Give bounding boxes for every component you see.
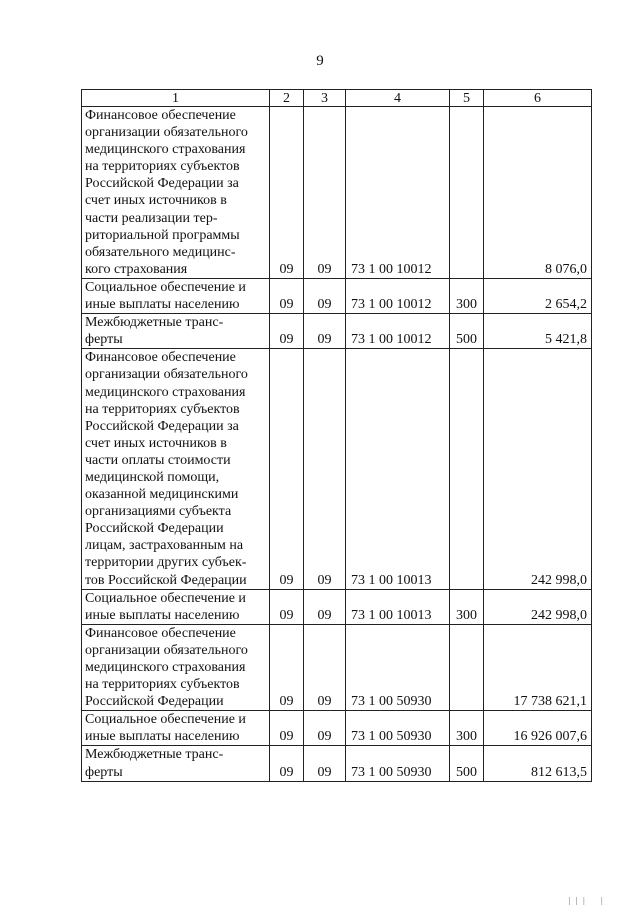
subsection-code: 09 <box>304 711 346 746</box>
description-line: Финансовое обеспечение <box>85 108 236 123</box>
amount: 242 998,0 <box>484 589 592 624</box>
table-row <box>82 746 592 781</box>
row-description <box>82 314 270 349</box>
target-article-code: 73 1 00 10012 <box>346 314 450 349</box>
description-line: Финансовое обеспечение <box>85 350 236 366</box>
table-row <box>82 711 592 746</box>
header-col-6: 6 <box>484 90 592 107</box>
row-description <box>82 349 270 589</box>
description-line: счет иных источников в <box>85 193 227 209</box>
subsection-code: 09 <box>304 349 346 589</box>
description-line: ферты <box>85 332 123 348</box>
description-line: медицинского страхования <box>85 384 246 400</box>
description-line: организации обязательного <box>85 125 248 141</box>
subsection-code: 09 <box>304 624 346 710</box>
description-line: Межбюджетные транс- <box>85 315 224 331</box>
amount: 5 421,8 <box>484 314 592 349</box>
target-article-code: 73 1 00 10013 <box>346 349 450 589</box>
description-line: Социальное обеспечение и <box>85 712 246 728</box>
target-article-code: 73 1 00 50930 <box>346 711 450 746</box>
subsection-code: 09 <box>304 107 346 279</box>
description-line: иные выплаты населению <box>85 607 240 623</box>
table-row <box>82 349 592 589</box>
page-number: 9 <box>316 53 324 69</box>
row-description <box>82 278 270 313</box>
description-line: Социальное обеспечение и <box>85 279 246 295</box>
expense-type-code: 500 <box>450 314 484 349</box>
target-article-code: 73 1 00 10013 <box>346 589 450 624</box>
target-article-code: 73 1 00 50930 <box>346 746 450 781</box>
description-line: ферты <box>85 764 123 780</box>
description-line: Российской Федерации <box>85 694 224 710</box>
table-row <box>82 589 592 624</box>
description-line: иные выплаты населению <box>85 297 240 313</box>
section-code: 09 <box>270 278 304 313</box>
description-line: части реализации тер- <box>85 210 218 226</box>
amount: 2 654,2 <box>484 278 592 313</box>
description-line: Финансовое обеспечение <box>85 625 236 641</box>
expense-type-code: 300 <box>450 278 484 313</box>
description-line: риториальной программы <box>85 227 240 243</box>
table-row <box>82 107 592 279</box>
scan-margin-marks: | | | | <box>568 896 605 905</box>
subsection-code: 09 <box>304 589 346 624</box>
header-col-3: 3 <box>304 90 346 107</box>
expense-type-code <box>450 107 484 279</box>
amount: 8 076,0 <box>484 107 592 279</box>
expense-type-code: 300 <box>450 589 484 624</box>
table-row <box>82 278 592 313</box>
section-code: 09 <box>270 746 304 781</box>
row-description <box>82 624 270 710</box>
description-line: лицам, застрахованным на <box>85 538 244 554</box>
row-description <box>82 746 270 781</box>
expense-type-code <box>450 349 484 589</box>
table-row <box>82 624 592 710</box>
row-description <box>82 107 270 279</box>
description-line: на территориях субъектов <box>85 159 240 175</box>
description-line: на территориях субъектов <box>85 677 240 693</box>
section-code: 09 <box>270 107 304 279</box>
subsection-code: 09 <box>304 314 346 349</box>
header-col-5: 5 <box>450 90 484 107</box>
expense-type-code: 500 <box>450 746 484 781</box>
section-code: 09 <box>270 589 304 624</box>
description-line: тов Российской Федерации <box>85 572 247 588</box>
header-col-4: 4 <box>346 90 450 107</box>
expense-type-code <box>450 624 484 710</box>
description-line: кого страхования <box>85 261 188 277</box>
description-line: медицинского страхования <box>85 660 246 675</box>
row-description <box>82 711 270 746</box>
description-line: Российской Федерации <box>85 521 224 537</box>
expense-type-code: 300 <box>450 711 484 746</box>
description-line: оказанной медицинскими <box>85 487 239 503</box>
description-line: Социальное обеспечение и <box>85 590 246 606</box>
description-line: территории других субъек- <box>85 555 247 571</box>
amount: 812 613,5 <box>484 746 592 781</box>
budget-table <box>81 89 592 782</box>
description-line: Российской Федерации за <box>85 176 239 192</box>
description-line: медицинской помощи, <box>85 469 220 485</box>
amount: 16 926 007,6 <box>484 711 592 746</box>
subsection-code: 09 <box>304 278 346 313</box>
row-description <box>82 589 270 624</box>
section-code: 09 <box>270 349 304 589</box>
description-line: счет иных источников в <box>85 435 227 451</box>
section-code: 09 <box>270 314 304 349</box>
table-row <box>82 314 592 349</box>
amount: 242 998,0 <box>484 349 592 589</box>
description-line: Российской Федерации за <box>85 418 239 434</box>
description-line: Межбюджетные транс- <box>85 747 224 763</box>
description-line: на территориях субъектов <box>85 401 240 417</box>
description-line: медицинского страхования <box>85 142 246 158</box>
description-line: организации обязательного <box>85 367 248 383</box>
target-article-code: 73 1 00 10012 <box>346 278 450 313</box>
header-row <box>82 90 592 107</box>
subsection-code: 09 <box>304 746 346 781</box>
header-col-2: 2 <box>270 90 304 107</box>
target-article-code: 73 1 00 10012 <box>346 107 450 279</box>
description-line: обязательного медицинс- <box>85 244 236 260</box>
section-code: 09 <box>270 711 304 746</box>
header-col-1: 1 <box>82 90 270 107</box>
description-line: части оплаты стоимости <box>85 452 231 468</box>
target-article-code: 73 1 00 50930 <box>346 624 450 710</box>
description-line: организации обязательного <box>85 642 248 658</box>
section-code: 09 <box>270 624 304 710</box>
amount: 17 738 621,1 <box>484 624 592 710</box>
description-line: иные выплаты населению <box>85 729 240 745</box>
description-line: организациями субъекта <box>85 504 232 520</box>
